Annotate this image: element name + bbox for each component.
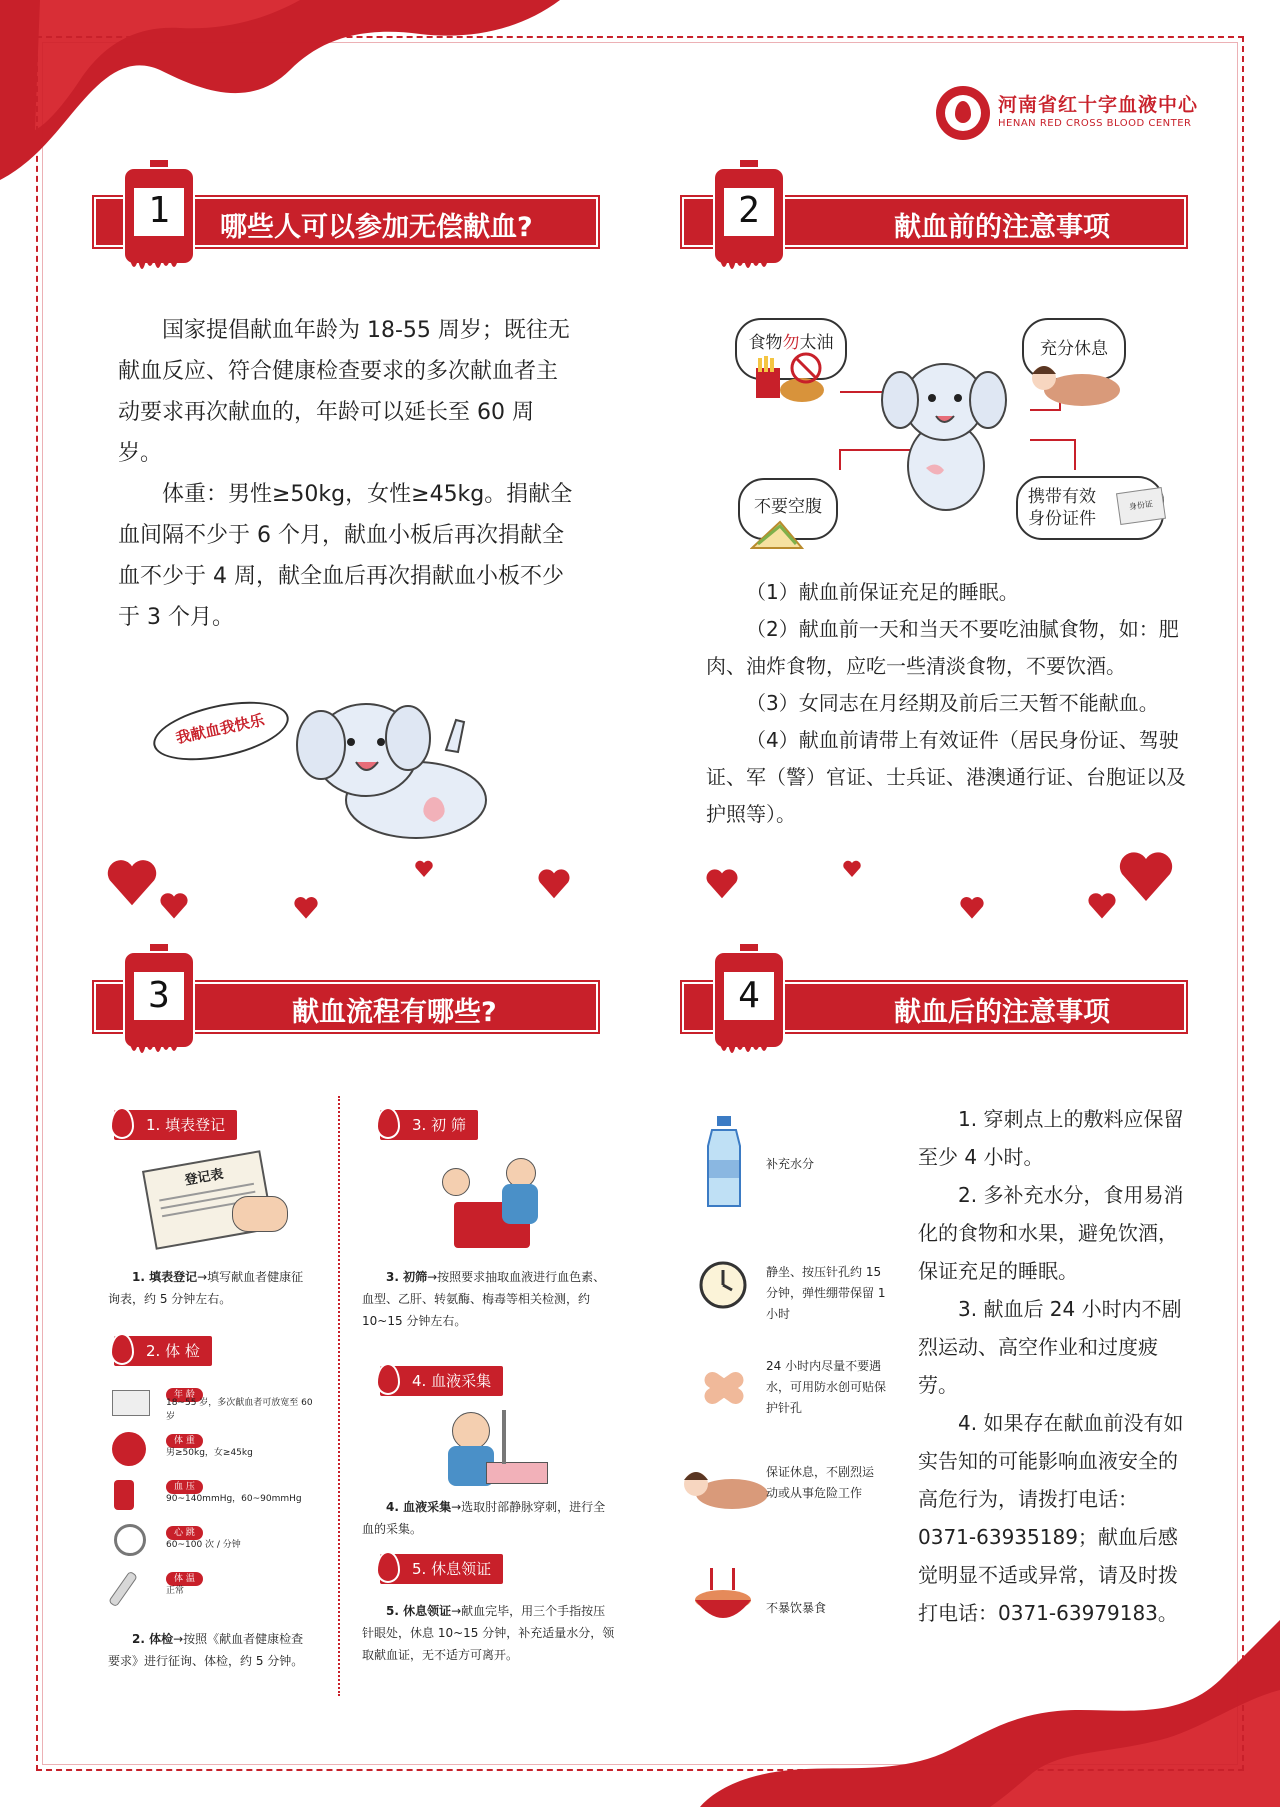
section-2-list-item: （2）献血前一天和当天不要吃油腻食物，如：肥肉、油炸食物，应吃一些清淡食物，不要饮酒。	[706, 617, 1179, 678]
registration-form-icon: 登记表	[142, 1150, 274, 1250]
after-tip-diet: 不暴饮暴食	[766, 1601, 827, 1615]
step-3-tag: 3. 初 筛	[380, 1110, 478, 1140]
section-1-body	[118, 310, 576, 638]
heart-decoration-icon	[536, 868, 572, 900]
section-2-list	[706, 574, 1186, 833]
id-card-icon	[112, 1390, 150, 1416]
after-tip-press: 静坐、按压针孔约 15 分钟，弹性绷带保留 1 小时	[766, 1265, 886, 1321]
checkup-row: 年 龄 18~55 岁，多次献血者可放宽至 60 岁	[110, 1382, 330, 1428]
elephant-mascot-icon	[876, 356, 1012, 516]
hot-pot-icon	[690, 1566, 756, 1632]
heart-decoration-icon	[842, 860, 862, 878]
step-1-tag: 1. 填表登记	[114, 1110, 237, 1140]
elephant-mascot-icon	[296, 690, 506, 850]
step-3-desc: 3. 初筛→按照要求抽取血液进行血色素、血型、乙肝、转氨酶、梅毒等相关检测，约 10~15 分钟左右。	[362, 1270, 606, 1328]
section-3-number: 3	[148, 975, 170, 1016]
section-4-paragraph: 4. 如果存在献血前没有如实告知的可能影响血液安全的高危行为，请拨打电话：0371-63935189；献血后感觉明显不适或异常，请及时拨打电话：0371-63979183。	[918, 1411, 1184, 1625]
step-2-desc: 2. 体检→按照《献血者健康检查要求》进行征询、体检，约 5 分钟。	[108, 1632, 304, 1668]
section-1-number: 1	[148, 190, 170, 231]
blood-pressure-icon	[114, 1480, 134, 1510]
logo-name-en: HENAN RED CROSS BLOOD CENTER	[998, 118, 1192, 129]
logo-emblem-icon	[936, 86, 990, 140]
blood-center-logo	[936, 86, 1206, 142]
step-column-divider	[338, 1096, 340, 1696]
section-2-list-item: （4）献血前请带上有效证件（居民身份证、驾驶证、军（警）官证、士兵证、港澳通行证、台胞证以及护照等）。	[706, 728, 1186, 826]
bandage-icon	[696, 1364, 752, 1412]
section-4-paragraph: 3. 献血后 24 小时内不剧烈运动、高空作业和过度疲劳。	[918, 1297, 1182, 1397]
section-4-number: 4	[738, 975, 760, 1016]
step-5-desc: 5. 休息领证→献血完毕，用三个手指按压针眼处，休息 10~15 分钟，补充适量水分，领取献血证，无不适方可离开。	[362, 1604, 615, 1662]
section-4-body	[918, 1100, 1190, 1632]
checkup-row: 体 温 正常	[110, 1566, 330, 1612]
step-1-desc: 1. 填表登记→填写献血者健康征询表，约 5 分钟左右。	[108, 1270, 304, 1306]
checkup-row: 心 跳 60~100 次 / 分钟	[110, 1520, 330, 1566]
heart-decoration-icon	[958, 896, 986, 920]
heart-decoration-icon	[704, 868, 740, 900]
sandwich-icon	[750, 518, 804, 554]
section-4-title: 献血后的注意事项	[894, 997, 1110, 1028]
id-card-icon: 身份证	[1116, 487, 1166, 525]
section-2-list-item: （3）女同志在月经期及前后三天暂不能献血。	[746, 691, 1159, 715]
tip-id-bubble: 携带有效 身份证件	[1016, 476, 1164, 540]
pen-hand-icon	[232, 1196, 288, 1232]
step-4-desc: 4. 血液采集→选取肘部静脉穿刺，进行全血的采集。	[362, 1500, 606, 1536]
step-2-tag: 2. 体 检	[114, 1336, 212, 1366]
heart-decoration-icon	[414, 860, 434, 878]
clock-icon	[698, 1260, 748, 1310]
scale-icon	[112, 1432, 146, 1466]
heart-decoration-icon	[1116, 850, 1176, 904]
sleeping-person-icon	[680, 1462, 770, 1512]
speech-bubble-text: 我献血我快乐	[174, 710, 266, 748]
tip-rest-bubble: 充分休息	[1022, 318, 1126, 380]
section-1-title: 哪些人可以参加无偿献血?	[220, 212, 533, 243]
logo-name-cn: 河南省红十字血液中心	[998, 94, 1199, 116]
after-tip-rest: 保证休息，不剧烈运动或从事危险工作	[766, 1465, 875, 1500]
step-4-tag: 4. 血液采集	[380, 1366, 503, 1396]
checkup-row: 血 压 90~140mmHg，60~90mmHg	[110, 1474, 330, 1520]
blood-collection-icon	[448, 1410, 548, 1488]
section-2-number: 2	[738, 190, 760, 231]
section-2-list-item: （1）献血前保证充足的睡眠。	[746, 580, 1019, 604]
section-2-title: 献血前的注意事项	[894, 212, 1110, 243]
heart-decoration-icon	[1086, 892, 1118, 920]
section-1-paragraph: 体重：男性≥50kg，女性≥45kg。捐献全血间隔不少于 6 个月，献血小板后再次捐献全血不少于 4 周，献全血后再次捐献血小板不少于 3 个月。	[118, 482, 573, 630]
stethoscope-icon	[114, 1524, 146, 1556]
heart-decoration-icon	[158, 892, 190, 920]
heart-decoration-icon	[104, 858, 160, 908]
checkup-row: 体 重 男≥50kg，女≥45kg	[110, 1428, 330, 1474]
checkup-table	[110, 1382, 330, 1612]
fried-food-icon	[750, 350, 830, 410]
nurse-screening-icon	[430, 1158, 550, 1254]
thermometer-icon	[108, 1571, 138, 1608]
after-tip-water: 补充水分	[766, 1157, 815, 1171]
heart-decoration-icon	[292, 896, 320, 920]
water-bottle-icon	[704, 1116, 744, 1210]
step-5-tag: 5. 休息领证	[380, 1554, 503, 1584]
sleeping-person-icon	[1026, 356, 1122, 408]
section-1-paragraph: 国家提倡献血年龄为 18-55 周岁；既往无献血反应、符合健康检查要求的多次献血者主动要求再次献血的，年龄可以延长至 60 周岁。	[118, 318, 570, 466]
after-tip-water-proof: 24 小时内尽量不要遇水，可用防水创可贴保护针孔	[766, 1359, 887, 1415]
section-3-title: 献血流程有哪些?	[292, 997, 497, 1028]
tip-food-bubble: 食物勿太油	[735, 318, 847, 380]
section-4-paragraph: 2. 多补充水分，食用易消化的食物和水果，避免饮酒，保证充足的睡眠。	[918, 1183, 1184, 1283]
section-4-paragraph: 1. 穿刺点上的敷料应保留至少 4 小时。	[918, 1107, 1184, 1169]
tip-empty-stomach-bubble: 不要空腹	[738, 478, 838, 540]
